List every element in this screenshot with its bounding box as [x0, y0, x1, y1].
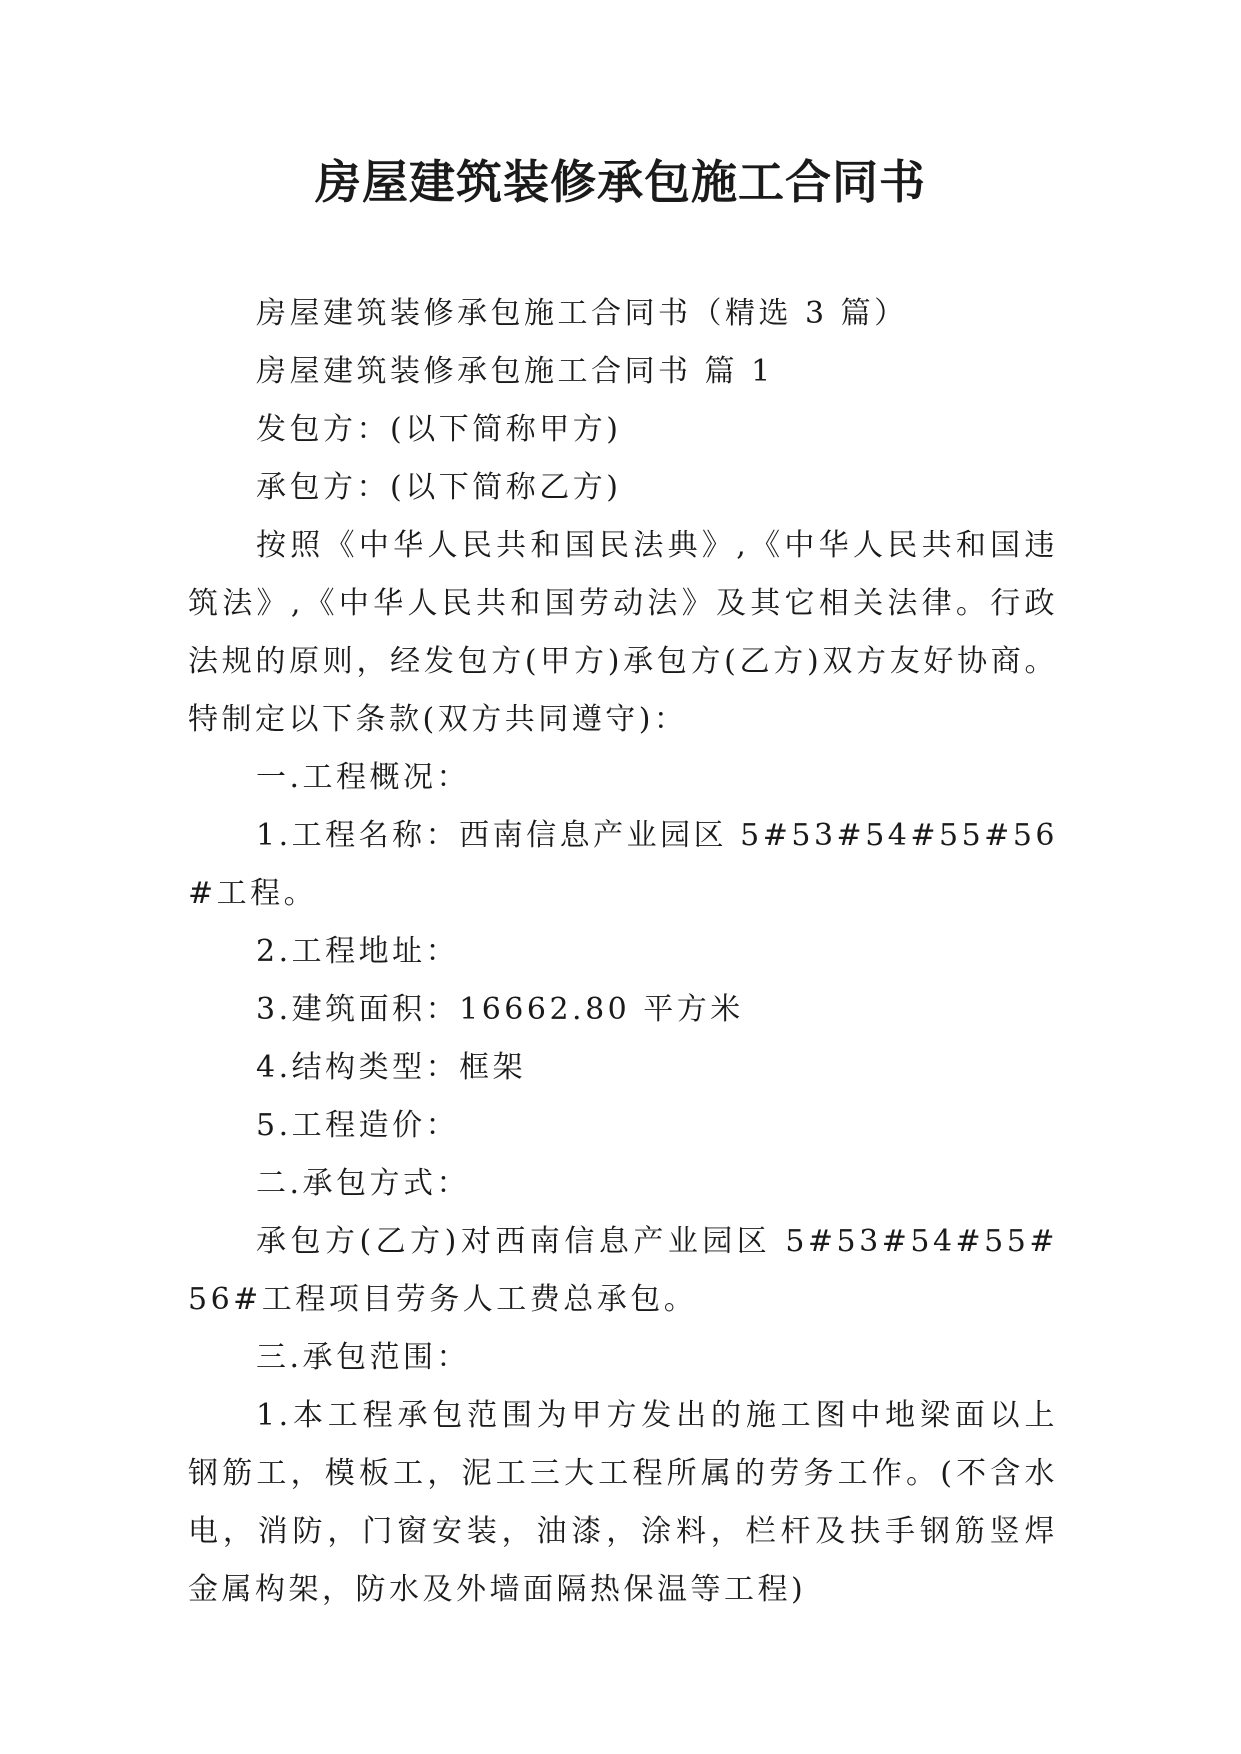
paragraph-collection-title: 房屋建筑装修承包施工合同书（精选 3 篇）: [256, 296, 908, 331]
paragraph-article-heading: 房屋建筑装修承包施工合同书 篇 1: [256, 354, 774, 389]
section-heading-contract-method: 二.承包方式：: [256, 1166, 471, 1201]
document-title: 房屋建筑装修承包施工合同书: [315, 155, 926, 209]
paragraph-contract-scope: 1.本工程承包范围为甲方发出的施工图中地梁面以上钢筋工，模板工，泥工三大工程所属的劳务工作。(不含水电，消防，门窗安装，油漆，涂料，栏杆及扶手钢筋竖焊金属构架，防水及外墙面隔热保温等工程): [188, 1398, 1058, 1607]
list-item-project-cost: 5.工程造价：: [256, 1108, 460, 1143]
document-body: [188, 285, 1058, 1619]
list-item-project-address: 2.工程地址：: [256, 934, 460, 969]
section-heading-contract-scope: 三.承包范围：: [256, 1340, 471, 1375]
paragraph-preamble: 按照《中华人民共和国民法典》,《中华人民共和国违筑法》,《中华人民共和国劳动法》及其它相关法律。行政法规的原则，经发包方(甲方)承包方(乙方)双方友好协商。特制定以下条款(双方共同遵守)：: [188, 528, 1058, 737]
list-item-project-name: 1.工程名称：西南信息产业园区 5#53#54#55#56#工程。: [188, 818, 1058, 911]
paragraph-party-a: 发包方：(以下简称甲方): [256, 412, 622, 447]
list-item-building-area: 3.建筑面积：16662.80 平方米: [256, 992, 744, 1027]
section-heading-overview: 一.工程概况：: [256, 760, 471, 795]
paragraph-party-b: 承包方：(以下简称乙方): [256, 470, 622, 505]
list-item-structure-type: 4.结构类型：框架: [256, 1050, 527, 1085]
paragraph-contract-method: 承包方(乙方)对西南信息产业园区 5#53#54#55#56#工程项目劳务人工费总承包。: [188, 1224, 1058, 1317]
